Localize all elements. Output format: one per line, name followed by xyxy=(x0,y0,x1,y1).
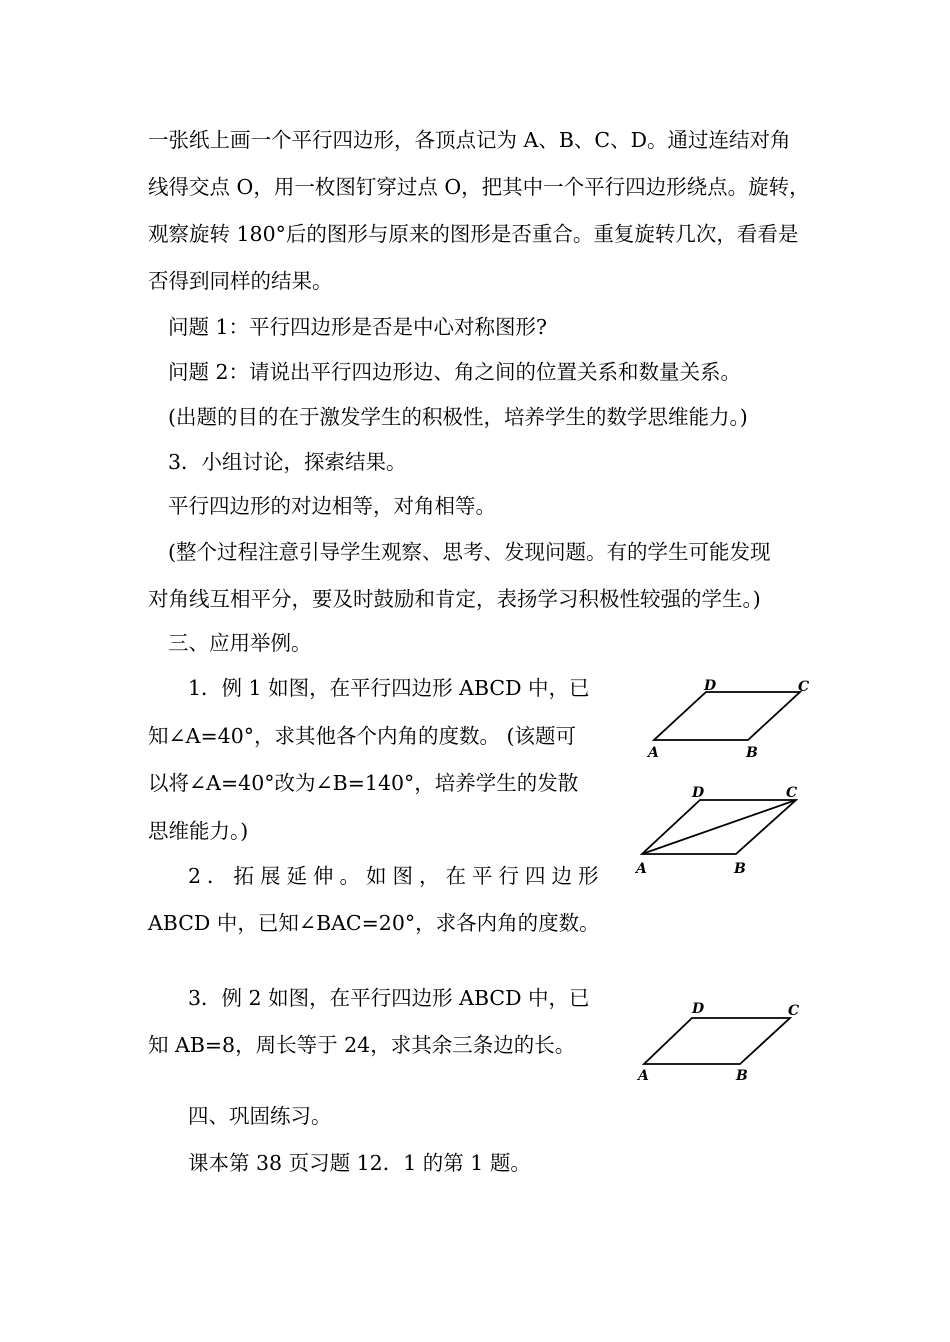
vertex-label-c: C xyxy=(798,679,810,695)
section-heading: 三、应用举例。 xyxy=(168,631,312,655)
text-line: 知 AB=8，周长等于 24，求其余三条边的长。 xyxy=(148,1033,576,1057)
text-line: 知∠A=40°，求其他各个内角的度数。 (该题可 xyxy=(148,724,577,748)
text-line: (整个过程注意引导学生观察、思考、发现问题。有的学生可能发现 xyxy=(168,540,771,564)
homework-text: 课本第 38 页习题 12．1 的第 1 题。 xyxy=(188,1151,531,1175)
question-2: 问题 2：请说出平行四边形边、角之间的位置关系和数量关系。 xyxy=(168,360,742,384)
section-heading: 四、巩固练习。 xyxy=(188,1104,332,1128)
parallelogram-shape xyxy=(644,1018,790,1064)
text-line: 思维能力。) xyxy=(148,819,249,843)
step-3: 3．小组讨论，探索结果。 xyxy=(168,450,407,474)
text-line: 线得交点 O，用一枚图钉穿过点 O，把其中一个平行四边形绕点。旋转， xyxy=(148,175,810,199)
parallelogram-figure-3 xyxy=(636,998,816,1082)
text-line: ABCD 中，已知∠BAC=20°，求各内角的度数。 xyxy=(148,911,600,935)
vertex-label-a: A xyxy=(638,1068,649,1084)
vertex-label-b: B xyxy=(736,1068,748,1084)
vertex-label-a: A xyxy=(636,861,647,877)
vertex-label-c: C xyxy=(788,1003,800,1019)
text-line: 一张纸上画一个平行四边形，各顶点记为 A、B、C、D。通过连结对角 xyxy=(148,128,791,152)
note-purpose: (出题的目的在于激发学生的积极性，培养学生的数学思维能力。) xyxy=(168,405,748,429)
vertex-label-a: A xyxy=(648,745,659,761)
diagonal-ac xyxy=(642,800,796,854)
vertex-label-d: D xyxy=(692,785,705,801)
question-1: 问题 1：平行四边形是否是中心对称图形? xyxy=(168,315,548,339)
text-line: 以将∠A=40°改为∠B=140°，培养学生的发散 xyxy=(148,771,579,795)
parallelogram-figure-2 xyxy=(630,778,820,878)
vertex-label-d: D xyxy=(704,678,717,694)
text-line: 否得到同样的结果。 xyxy=(148,269,333,293)
vertex-label-b: B xyxy=(734,861,746,877)
parallelogram-figure-1 xyxy=(640,672,820,762)
parallelogram-shape xyxy=(654,692,800,740)
text-line: 观察旋转 180°后的图形与原来的图形是否重合。重复旋转几次，看看是 xyxy=(148,222,799,246)
text-line: 对角线互相平分，要及时鼓励和肯定，表扬学习积极性较强的学生。) xyxy=(148,587,761,611)
result-text: 平行四边形的对边相等，对角相等。 xyxy=(168,494,496,518)
vertex-label-c: C xyxy=(786,785,798,801)
text-line: 2．拓展延伸。如图，在平行四边形 xyxy=(188,864,605,888)
text-line: 1．例 1 如图，在平行四边形 ABCD 中，已 xyxy=(188,676,590,700)
text-line: 3．例 2 如图，在平行四边形 ABCD 中，已 xyxy=(188,986,590,1010)
vertex-label-d: D xyxy=(692,1001,705,1017)
vertex-label-b: B xyxy=(746,745,758,761)
